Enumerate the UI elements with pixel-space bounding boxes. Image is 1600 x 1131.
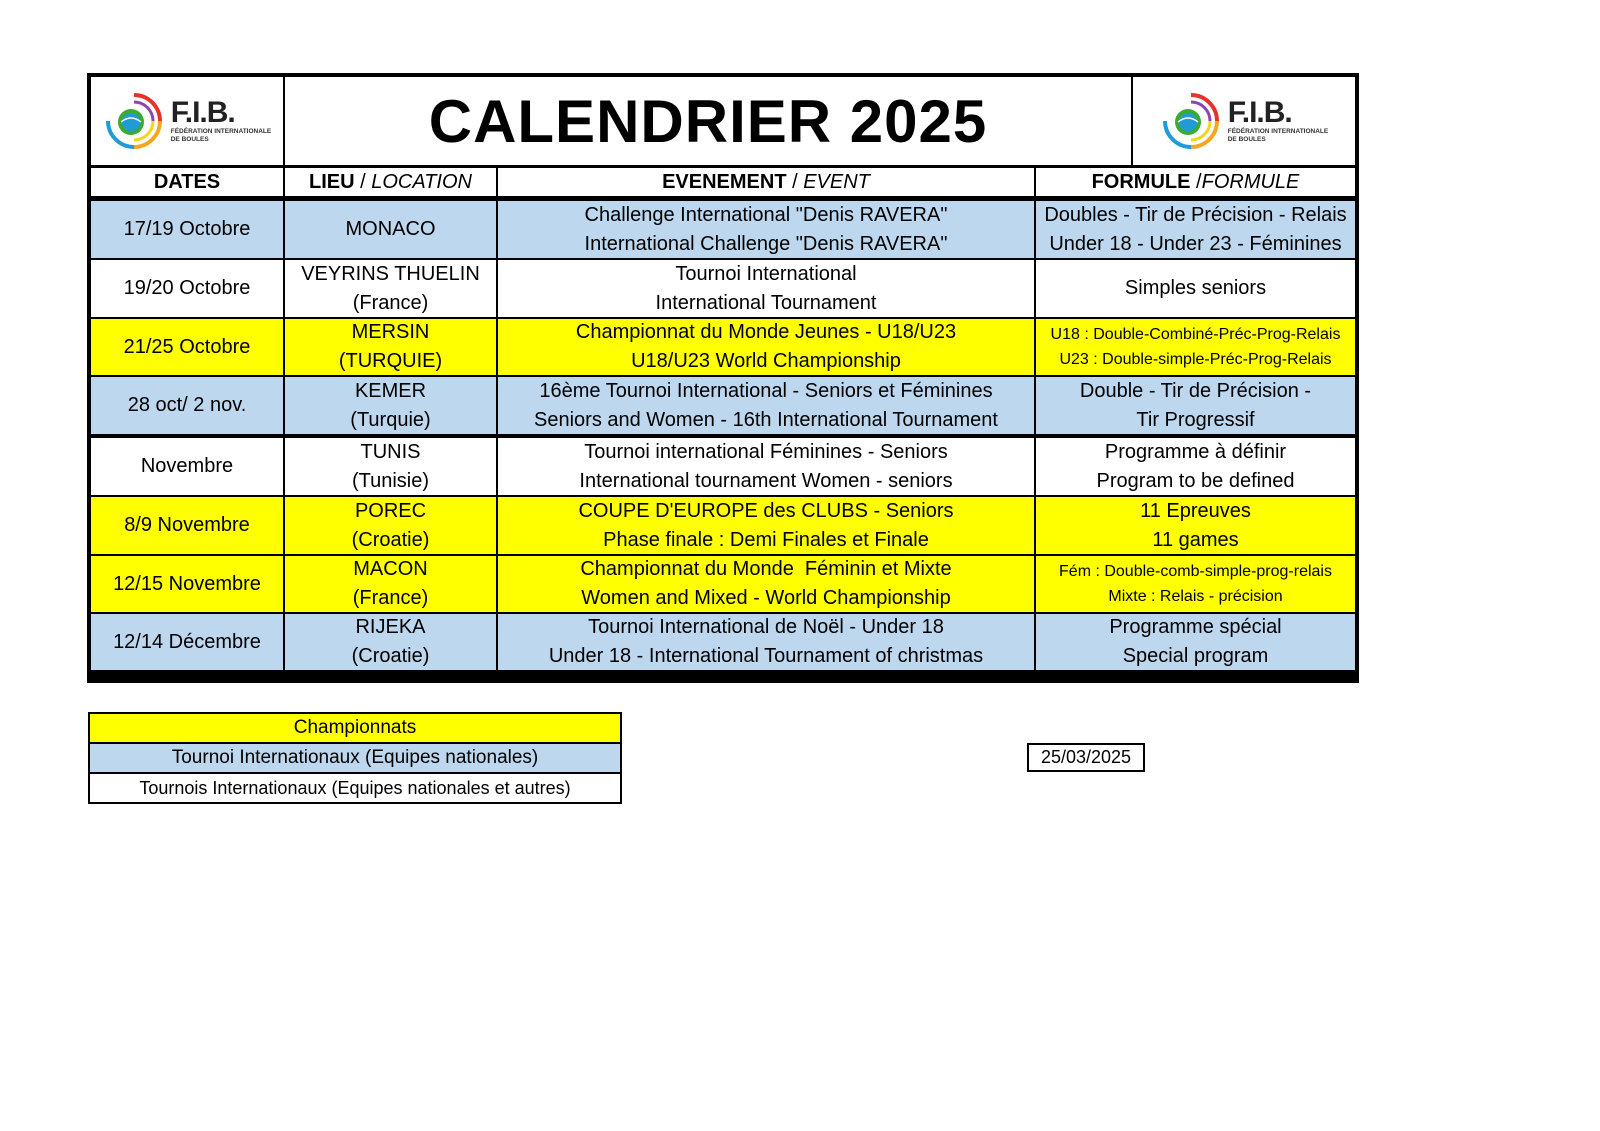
cell-text-date: 21/25 Octobre — [123, 335, 251, 358]
cell-text-lieu2: (TURQUIE) — [338, 350, 443, 372]
cell-lieu — [285, 438, 496, 495]
cell-text-formule2: U23 : Double-simple-Préc-Prog-Relais — [1059, 351, 1332, 368]
cell-event — [498, 377, 1034, 434]
legend — [88, 712, 622, 804]
cell-text-lieu1: MACON — [353, 558, 428, 580]
cell-text-lieu1: TUNIS — [360, 440, 421, 463]
cell-text-lieu1: VEYRINS THUELIN — [301, 262, 480, 285]
cell-text-formule2: 11 games — [1152, 528, 1239, 551]
logo-left-line2: DE BOULES — [170, 136, 209, 143]
cell-event — [498, 319, 1034, 375]
cell-lieu — [285, 319, 496, 375]
legend-item-blue — [90, 744, 620, 772]
cell-formule — [1036, 260, 1355, 317]
cell-date — [91, 556, 283, 612]
cell-text-date: 17/19 Octobre — [123, 218, 251, 240]
cell-text-lieu2: (Croatie) — [351, 528, 430, 551]
cell-text-formule1: Simples seniors — [1124, 277, 1267, 299]
cell-text-lieu2: (Tunisie) — [351, 469, 430, 492]
cell-text-date: 12/15 Novembre — [113, 572, 261, 595]
cell-formule — [1036, 319, 1355, 375]
logo-right-line2: DE BOULES — [1227, 136, 1266, 143]
cell-text-lieu1: POREC — [354, 499, 427, 522]
cell-formule — [1036, 201, 1355, 258]
cell-date — [91, 438, 283, 495]
col-header-dates-label: DATES — [153, 170, 221, 193]
logo-left-line1: FÉDÉRATION INTERNATIONALE — [170, 128, 272, 135]
cell-text-event1: Championnat du Monde Jeunes - U18/U23 — [575, 321, 957, 343]
logo-left — [91, 77, 283, 165]
cell-text-formule2: Under 18 - Under 23 - Féminines — [1049, 232, 1342, 255]
col-header-event-en: EVENT — [803, 170, 870, 193]
fib-logo-icon — [103, 90, 165, 152]
cell-text-date: 19/20 Octobre — [123, 277, 251, 299]
cell-text-formule1: Fém : Double-comb-simple-prog-relais — [1059, 563, 1332, 580]
cell-text-lieu1: MERSIN — [351, 321, 430, 343]
cell-text-formule1: 11 Epreuves — [1140, 499, 1251, 522]
legend-item-white — [90, 774, 620, 802]
cell-text-formule1: Doubles - Tir de Précision - Relais — [1044, 203, 1347, 226]
cell-text-date: 28 oct/ 2 nov. — [127, 394, 247, 416]
cell-text-formule1: U18 : Double-Combiné-Préc-Prog-Relais — [1050, 326, 1341, 343]
cell-text-formule1: Programme à définir — [1104, 440, 1287, 463]
legend-label: Championnats — [293, 717, 417, 738]
cell-event — [498, 614, 1034, 670]
cell-lieu — [285, 260, 496, 317]
cell-text-event1: 16ème Tournoi International - Seniors et Féminines — [539, 379, 993, 402]
cell-formule — [1036, 614, 1355, 670]
cell-formule — [1036, 438, 1355, 495]
cell-text-event1: Challenge International "Denis RAVERA" — [584, 203, 948, 226]
cell-text-event1: COUPE D'EUROPE des CLUBS - Seniors — [578, 499, 954, 522]
cell-date — [91, 319, 283, 375]
cell-date — [91, 201, 283, 258]
cell-date — [91, 497, 283, 554]
cell-event — [498, 497, 1034, 554]
cell-text-event2: Phase finale : Demi Finales et Finale — [603, 528, 929, 551]
col-header-event-fr: EVENEMENT — [662, 170, 787, 193]
cell-text-date: 12/14 Décembre — [113, 630, 261, 653]
cell-text-formule1: Programme spécial — [1109, 616, 1282, 638]
cell-text-event2: International Tournament — [655, 291, 877, 314]
cell-lieu — [285, 377, 496, 434]
logo-right-line1: FÉDÉRATION INTERNATIONALE — [1227, 128, 1329, 135]
col-header-dates — [91, 168, 283, 196]
legend-item-yellow — [90, 714, 620, 742]
cell-lieu — [285, 497, 496, 554]
cell-text-formule2: Special program — [1122, 645, 1269, 667]
cell-text-event2: International tournament Women - seniors — [579, 469, 953, 492]
cell-lieu — [285, 201, 496, 258]
cell-event — [498, 438, 1034, 495]
col-header-formule-sep: / — [1190, 170, 1202, 193]
cell-text-event1: Tournoi International — [675, 262, 857, 285]
cell-text-event2: International Challenge "Denis RAVERA" — [584, 232, 948, 255]
cell-event — [498, 556, 1034, 612]
cell-text-event1: Championnat du Monde Féminin et Mixte — [580, 558, 952, 580]
cell-text-event2: Women and Mixed - World Championship — [581, 587, 951, 609]
col-header-formule — [1036, 168, 1355, 196]
cell-text-lieu1: KEMER — [354, 379, 427, 402]
cell-text-formule2: Tir Progressif — [1136, 408, 1255, 431]
col-header-lieu-fr: LIEU — [309, 170, 355, 193]
date-stamp: 25/03/2025 — [1027, 743, 1145, 772]
col-header-event-sep: / — [786, 170, 804, 193]
cell-date — [91, 260, 283, 317]
cell-text-formule1: Double - Tir de Précision - — [1079, 379, 1312, 402]
col-header-lieu — [285, 168, 496, 196]
cell-formule — [1036, 377, 1355, 434]
col-header-formule-en: FORMULE — [1201, 170, 1300, 193]
calendar-table — [87, 73, 1359, 683]
col-header-lieu-en: LOCATION — [371, 170, 472, 193]
legend-label: Tournois Internationaux (Equipes nationales et autres) — [139, 777, 571, 798]
fib-logo-icon — [1160, 90, 1222, 152]
cell-text-lieu2: (Croatie) — [351, 645, 430, 667]
cell-text-event2: Under 18 - International Tournament of christmas — [548, 645, 984, 667]
cell-text-event2: U18/U23 World Championship — [631, 350, 901, 372]
title-cell — [285, 77, 1131, 165]
cell-date — [91, 614, 283, 670]
col-header-lieu-sep: / — [354, 170, 372, 193]
col-header-formule-fr: FORMULE — [1091, 170, 1191, 193]
cell-event — [498, 260, 1034, 317]
cell-event — [498, 201, 1034, 258]
cell-date — [91, 377, 283, 434]
cell-text-event1: Tournoi international Féminines - Seniors — [584, 440, 948, 463]
logo-right-name: F.I.B. — [1227, 96, 1292, 129]
cell-formule — [1036, 497, 1355, 554]
cell-text-lieu2: (France) — [352, 291, 429, 314]
legend-label: Tournoi Internationaux (Equipes nationales) — [171, 747, 539, 768]
cell-text-date: Novembre — [140, 455, 234, 477]
cell-lieu — [285, 614, 496, 670]
cell-text-lieu1: MONACO — [345, 218, 436, 240]
logo-left-name: F.I.B. — [170, 96, 235, 129]
cell-text-lieu1: RIJEKA — [355, 616, 426, 638]
cell-text-event2: Seniors and Women - 16th International Tournament — [534, 408, 998, 431]
cell-text-date: 8/9 Novembre — [124, 514, 250, 536]
cell-text-event1: Tournoi International de Noël - Under 18 — [588, 616, 944, 638]
cell-formule — [1036, 556, 1355, 612]
col-header-event — [498, 168, 1034, 196]
logo-right — [1133, 77, 1355, 165]
cell-text-formule2: Mixte : Relais - précision — [1108, 588, 1283, 605]
page-title: CALENDRIER 2025 — [428, 87, 988, 155]
cell-text-formule2: Program to be defined — [1096, 469, 1295, 492]
cell-lieu — [285, 556, 496, 612]
cell-text-lieu2: (France) — [352, 587, 429, 609]
cell-text-lieu2: (Turquie) — [350, 408, 431, 431]
